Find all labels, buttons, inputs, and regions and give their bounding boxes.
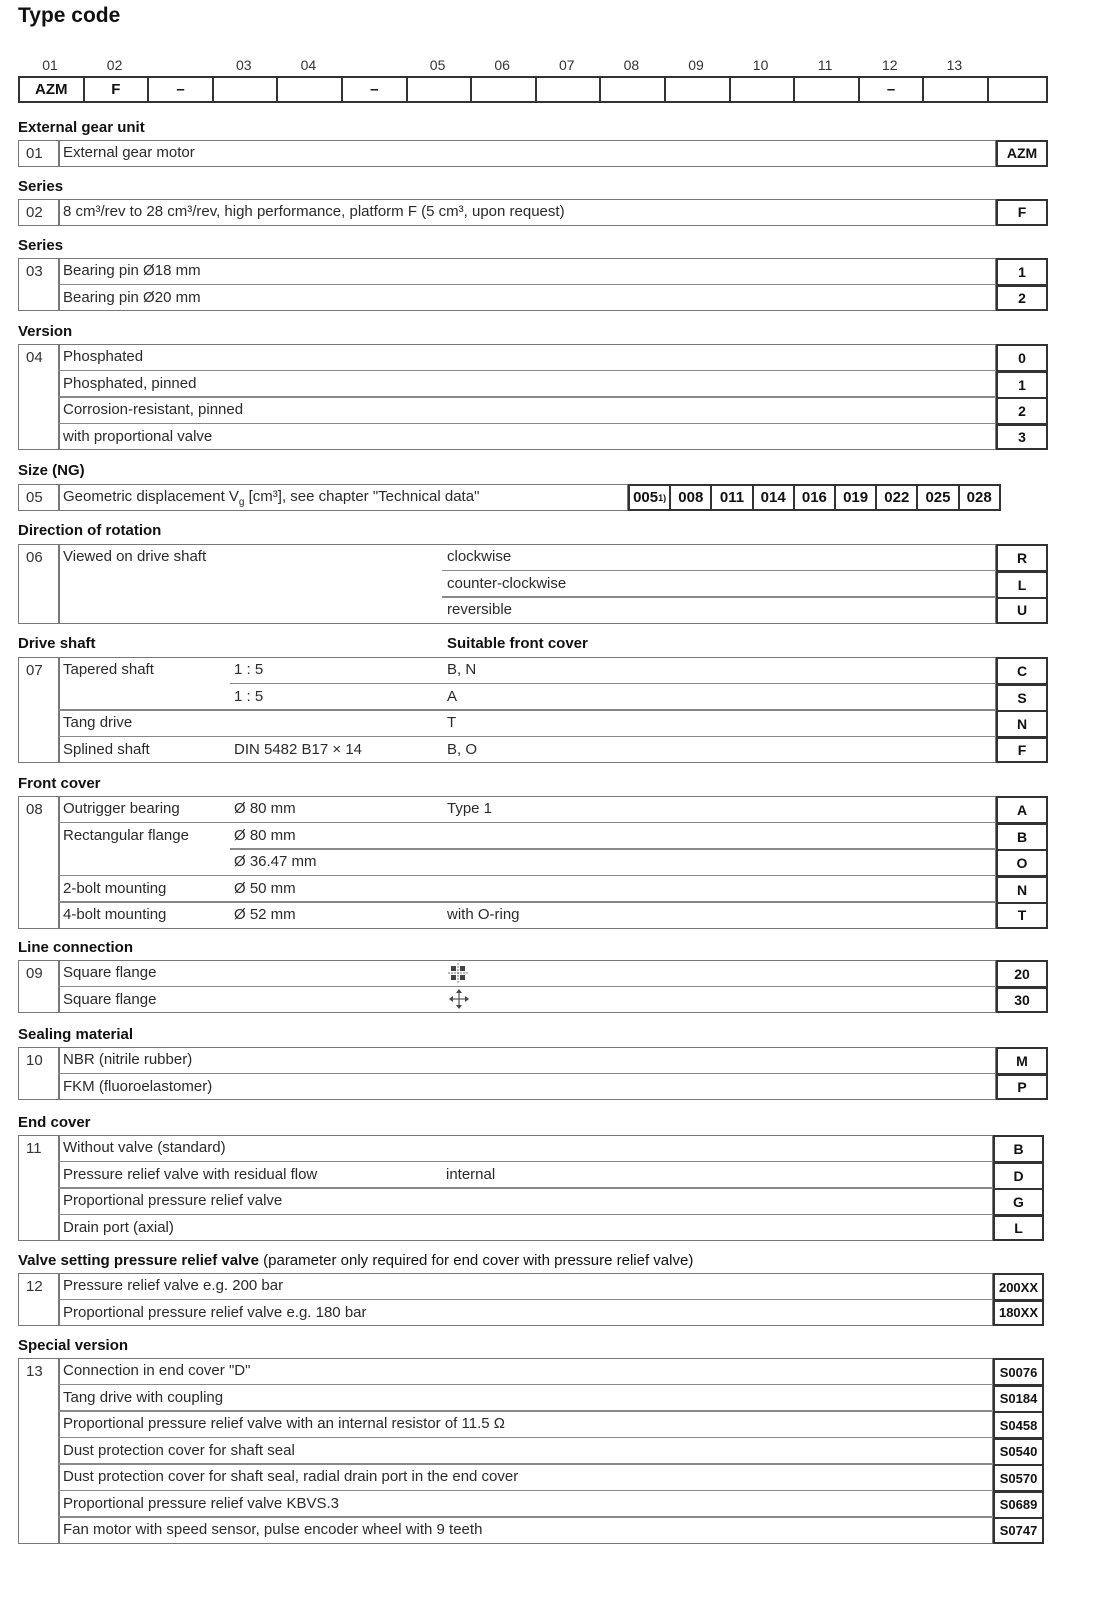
row-label: Corrosion-resistant, pinned xyxy=(63,401,244,418)
section-heading-s07 xyxy=(18,635,96,652)
type-code-cell: AZM xyxy=(18,76,85,103)
type-code-position-09: 09 xyxy=(688,57,704,73)
type-code-cell xyxy=(729,76,796,103)
row-label: Drain port (axial) xyxy=(63,1218,174,1236)
row-divider xyxy=(58,1437,993,1439)
page-title: Type code xyxy=(18,4,121,27)
option-code[interactable]: 200XX xyxy=(993,1273,1044,1301)
row-divider xyxy=(58,1410,993,1412)
size-option[interactable]: 008 xyxy=(669,484,712,511)
section-heading-s08 xyxy=(18,775,101,792)
option-code[interactable]: S0747 xyxy=(993,1517,1044,1544)
section-number: 11 xyxy=(26,1140,42,1157)
section-heading-text: Series xyxy=(18,178,64,195)
option-code[interactable]: F xyxy=(996,199,1048,226)
row-label: Outrigger bearing xyxy=(63,800,180,817)
option-code[interactable]: 0 xyxy=(996,344,1048,372)
row-label: Bearing pin Ø18 mm xyxy=(63,262,201,279)
row-divider xyxy=(58,1490,993,1492)
type-code-cell xyxy=(470,76,537,103)
row-front-cover: A xyxy=(447,687,458,705)
row-divider xyxy=(58,1214,993,1216)
section-heading-text: Valve setting pressure relief valve xyxy=(18,1252,259,1269)
row-option: counter-clockwise xyxy=(447,574,567,592)
section-heading-right: Suitable front cover xyxy=(447,635,588,652)
row-divider xyxy=(58,1516,993,1518)
section-number: 06 xyxy=(26,549,43,566)
row-label: Proportional pressure relief valve KBVS.3 xyxy=(63,1494,339,1512)
row-option: clockwise xyxy=(447,548,512,565)
section-heading-text: Drive shaft xyxy=(18,635,96,652)
row-label: Rectangular flange xyxy=(63,826,189,844)
size-option[interactable]: 025 xyxy=(916,484,959,511)
row-spec: DIN 5482 B17 × 14 xyxy=(234,740,363,758)
type-code-cell xyxy=(535,76,602,103)
row-spec: 1 : 5 xyxy=(234,661,264,678)
row-divider xyxy=(230,848,996,850)
section-heading-s02 xyxy=(18,178,63,195)
row-spec: Ø 80 mm xyxy=(234,826,296,844)
section-number: 12 xyxy=(26,1278,43,1295)
section-heading-s10 xyxy=(18,1026,133,1043)
row-label: with proportional valve xyxy=(63,427,213,445)
row-divider xyxy=(58,284,996,286)
section-heading-s06 xyxy=(18,522,161,539)
section-number: 03 xyxy=(26,263,43,280)
option-code[interactable]: 1 xyxy=(996,258,1048,286)
row-label: Tapered shaft xyxy=(63,661,154,678)
option-code[interactable]: G xyxy=(993,1188,1044,1216)
row-divider xyxy=(58,1073,996,1075)
section-heading-text: Version xyxy=(18,323,73,340)
option-code[interactable]: B xyxy=(996,823,1048,851)
type-code-cell: F xyxy=(83,76,150,103)
type-code-cell: – xyxy=(147,76,214,103)
type-code-cell xyxy=(599,76,666,103)
row-label: Pressure relief valve e.g. 200 bar xyxy=(63,1277,284,1294)
type-code-position-11: 11 xyxy=(817,57,833,73)
option-code[interactable]: B xyxy=(993,1135,1044,1163)
row-spec: Ø 36.47 mm xyxy=(234,853,317,870)
type-code-cell xyxy=(212,76,279,103)
size-option[interactable]: 005 1) xyxy=(628,484,671,511)
option-code[interactable]: 180XX xyxy=(993,1300,1044,1327)
section-heading-text: Line connection xyxy=(18,939,134,956)
row-divider xyxy=(58,822,996,824)
row-option: reversible xyxy=(447,601,513,618)
row-label: 8 cm³/rev to 28 cm³/rev, high performance, platform F (5 cm³, upon request) xyxy=(63,203,565,220)
option-code[interactable]: 3 xyxy=(996,424,1048,451)
column-divider xyxy=(58,484,60,511)
row-label: FKM (fluoroelastomer) xyxy=(63,1077,213,1095)
option-code[interactable]: L xyxy=(996,571,1048,599)
row-divider xyxy=(58,901,996,903)
option-code[interactable]: M xyxy=(996,1047,1048,1075)
row-label: 2-bolt mounting xyxy=(63,879,167,897)
row-divider xyxy=(58,875,996,877)
square-flange-4bolt-icon xyxy=(448,963,468,983)
type-code-position-13: 13 xyxy=(946,57,963,73)
option-code[interactable]: T xyxy=(996,902,1048,929)
section-number: 09 xyxy=(26,965,43,982)
row-divider xyxy=(58,1187,993,1189)
section-number: 02 xyxy=(26,204,43,221)
row-divider xyxy=(58,370,996,372)
option-code[interactable]: O xyxy=(996,849,1048,877)
row-divider xyxy=(58,1384,993,1386)
type-code-cell: – xyxy=(858,76,925,103)
option-code[interactable]: N xyxy=(996,710,1048,738)
option-code[interactable]: S0570 xyxy=(993,1464,1044,1492)
row-divider xyxy=(58,709,996,711)
option-code[interactable]: S0184 xyxy=(993,1385,1044,1413)
option-code[interactable]: 30 xyxy=(996,987,1048,1014)
row-divider xyxy=(58,1299,993,1301)
section-heading-s03 xyxy=(18,237,63,254)
type-code-position-03: 03 xyxy=(236,57,252,73)
type-code-cell xyxy=(922,76,989,103)
column-divider xyxy=(58,199,60,226)
type-code-position-10: 10 xyxy=(752,57,769,73)
row-label: 4-bolt mounting xyxy=(63,906,167,923)
row-front-cover: T xyxy=(447,714,457,731)
row-label: Proportional pressure relief valve with an internal resistor of 11.5 Ω xyxy=(63,1415,505,1432)
option-code[interactable]: P xyxy=(996,1074,1048,1101)
option-code[interactable]: C xyxy=(996,657,1048,685)
section-heading-s01 xyxy=(18,119,145,136)
type-code-cell xyxy=(406,76,473,103)
row-spec: Ø 50 mm xyxy=(234,879,296,897)
row-divider xyxy=(58,1463,993,1465)
section-heading-text: External gear unit xyxy=(18,119,145,136)
section-number: 10 xyxy=(26,1052,43,1069)
section-heading-text: Direction of rotation xyxy=(18,522,162,539)
row-label: Tang drive with coupling xyxy=(63,1388,224,1406)
row-divider xyxy=(58,396,996,398)
row-extra: with O-ring xyxy=(447,906,520,923)
type-code-cell xyxy=(276,76,343,103)
section-heading-text: Special version xyxy=(18,1337,129,1354)
size-option[interactable]: 019 xyxy=(834,484,877,511)
row-label: Connection in end cover "D" xyxy=(63,1362,251,1379)
option-code[interactable]: L xyxy=(993,1215,1044,1242)
column-divider xyxy=(58,796,60,929)
section-heading-s13 xyxy=(18,1337,128,1354)
section-number: 01 xyxy=(26,145,43,162)
row-divider xyxy=(58,1161,993,1163)
type-code-position-06: 06 xyxy=(494,57,510,73)
row-label: Geometric displacement $V_g$ [cm³], see chapter "Technical data" xyxy=(63,488,480,508)
option-code[interactable]: S0076 xyxy=(993,1358,1044,1386)
row-label: Square flange xyxy=(63,990,157,1008)
square-flange-cross-icon xyxy=(448,988,470,1010)
option-code[interactable]: D xyxy=(993,1162,1044,1190)
size-option[interactable]: 014 xyxy=(752,484,795,511)
option-code[interactable]: 2 xyxy=(996,285,1048,312)
row-label: Dust protection cover for shaft seal xyxy=(63,1441,295,1459)
type-code-position-05: 05 xyxy=(429,57,446,73)
row-spec: Ø 52 mm xyxy=(234,906,296,923)
row-divider xyxy=(58,986,996,988)
row-label: NBR (nitrile rubber) xyxy=(63,1051,193,1068)
type-code-position-02: 02 xyxy=(106,57,123,73)
row-divider xyxy=(230,683,996,685)
option-code[interactable]: N xyxy=(996,876,1048,904)
row-front-cover: B, N xyxy=(447,661,477,678)
row-label: Square flange xyxy=(63,964,157,981)
row-extra: internal xyxy=(446,1165,496,1183)
row-label: Pressure relief valve with residual flow xyxy=(63,1165,318,1183)
row-label: Phosphated xyxy=(63,348,144,365)
row-label: Viewed on drive shaft xyxy=(63,548,207,565)
row-divider xyxy=(442,596,996,598)
section-number: 05 xyxy=(26,489,43,506)
type-code-position-12: 12 xyxy=(882,57,898,73)
row-label: Proportional pressure relief valve e.g. 180 bar xyxy=(63,1303,367,1321)
option-code[interactable]: S0540 xyxy=(993,1438,1044,1466)
section-heading-text: Sealing material xyxy=(18,1026,134,1043)
section-heading-s11 xyxy=(18,1114,91,1131)
row-label: Tang drive xyxy=(63,714,133,731)
option-code[interactable]: 2 xyxy=(996,397,1048,425)
section-number: 07 xyxy=(26,662,43,679)
row-label: Bearing pin Ø20 mm xyxy=(63,288,201,306)
row-label: External gear motor xyxy=(63,144,195,161)
option-code[interactable]: A xyxy=(996,796,1048,824)
row-label: Without valve (standard) xyxy=(63,1139,226,1156)
section-number: 04 xyxy=(26,349,43,366)
row-extra: Type 1 xyxy=(447,800,493,817)
row-label: Dust protection cover for shaft seal, radial drain port in the end cover xyxy=(63,1468,519,1485)
type-code-cell: – xyxy=(341,76,408,103)
option-code[interactable]: R xyxy=(996,544,1048,572)
option-code[interactable]: 1 xyxy=(996,371,1048,399)
type-code-cell xyxy=(793,76,860,103)
row-front-cover: B, O xyxy=(447,740,478,758)
option-code[interactable]: S0458 xyxy=(993,1411,1044,1439)
type-code-position-08: 08 xyxy=(623,57,640,73)
section-heading-text: Series xyxy=(18,237,64,254)
section-heading-text: End cover xyxy=(18,1114,91,1131)
row-spec: 1 : 5 xyxy=(234,687,264,705)
section-heading-s04 xyxy=(18,323,72,340)
section-number: 08 xyxy=(26,801,43,818)
option-code[interactable]: AZM xyxy=(996,140,1048,167)
option-code[interactable]: 20 xyxy=(996,960,1048,988)
section-heading-s05 xyxy=(18,462,85,479)
row-divider xyxy=(58,736,996,738)
type-code-cell xyxy=(987,76,1048,103)
row-label: Fan motor with speed sensor, pulse encoder wheel with 9 teeth xyxy=(63,1521,483,1538)
row-label: Splined shaft xyxy=(63,740,150,758)
type-code-position-01: 01 xyxy=(42,57,58,73)
row-spec: Ø 80 mm xyxy=(234,800,296,817)
section-heading-note: (parameter only required for end cover with pressure relief valve) xyxy=(258,1252,694,1269)
size-option[interactable]: 011 xyxy=(710,484,753,511)
option-code[interactable]: U xyxy=(996,597,1048,624)
section-heading-s09 xyxy=(18,939,133,956)
row-label: Phosphated, pinned xyxy=(63,374,197,392)
section-heading-text: Front cover xyxy=(18,775,101,792)
size-option[interactable]: 016 xyxy=(793,484,836,511)
option-code[interactable]: F xyxy=(996,737,1048,764)
column-divider xyxy=(58,140,60,167)
section-heading-s12 xyxy=(18,1252,693,1269)
row-label: Proportional pressure relief valve xyxy=(63,1192,283,1209)
row-divider xyxy=(442,570,996,572)
column-divider xyxy=(58,544,60,624)
section-heading-text: Size (NG) xyxy=(18,462,85,479)
row-divider xyxy=(58,423,996,425)
option-code[interactable]: S0689 xyxy=(993,1491,1044,1519)
size-option[interactable]: 028 xyxy=(958,484,1001,511)
type-code-position-04: 04 xyxy=(300,57,317,73)
type-code-cell xyxy=(664,76,731,103)
section-number: 13 xyxy=(26,1363,43,1380)
option-code[interactable]: S xyxy=(996,684,1048,712)
type-code-position-07: 07 xyxy=(559,57,575,73)
size-option[interactable]: 022 xyxy=(875,484,918,511)
